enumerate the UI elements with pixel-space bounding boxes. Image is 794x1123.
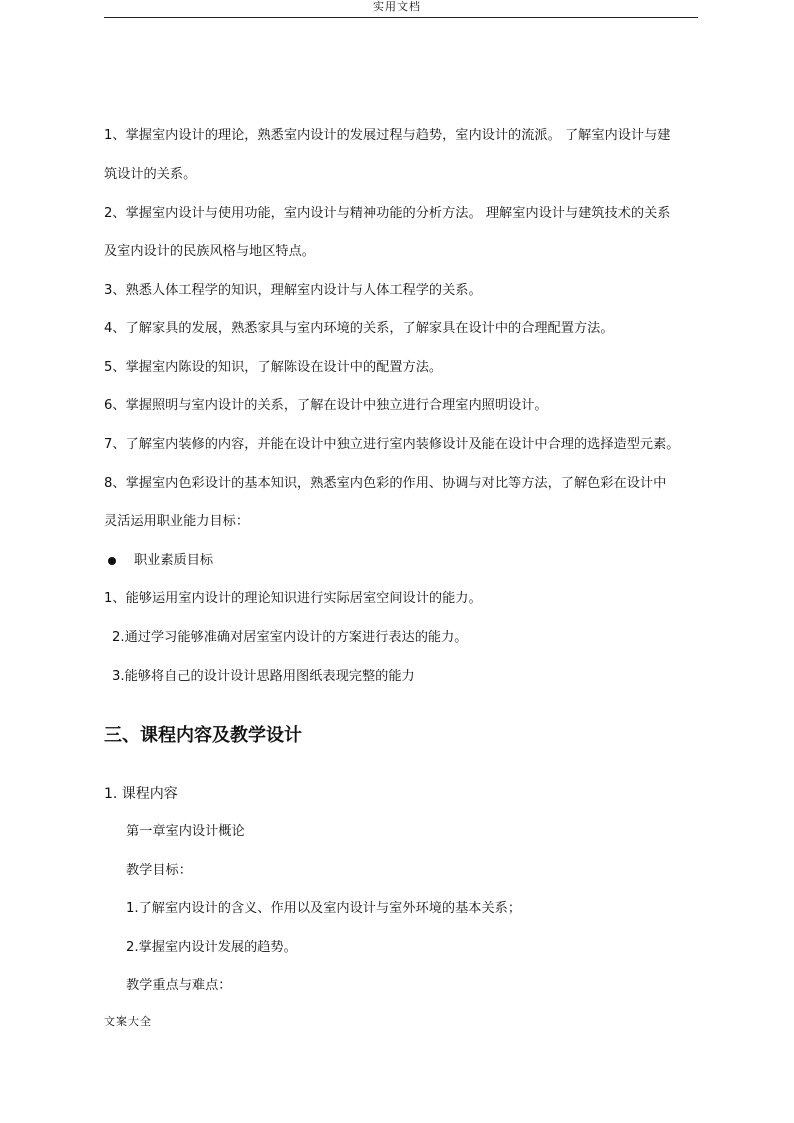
objective-line: 8、掌握室内色彩设计的基本知识，熟悉室内色彩的作用、协调与对比等方法，了解色彩在设计中 [104, 476, 667, 491]
goal-item: 2.掌握室内设计发展的趋势。 [126, 940, 297, 955]
header-text: 实用文档 [373, 0, 421, 13]
header-divider [104, 17, 698, 18]
objective-line: 7、了解室内装修的内容，并能在设计中独立进行室内装修设计及能在设计中合理的选择造型元素。 [104, 437, 680, 452]
goals-label: 教学目标： [126, 863, 192, 878]
objective-line: 灵活运用职业能力目标： [104, 514, 250, 529]
objective-line: 3、熟悉人体工程学的知识，理解室内设计与人体工程学的关系。 [104, 283, 482, 298]
footer-text: 文案大全 [104, 1015, 152, 1028]
objective-line: 1、掌握室内设计的理论，熟悉室内设计的发展过程与趋势，室内设计的流派。 了解室内设计与建 [104, 128, 671, 143]
objective-line: 筑设计的关系。 [104, 167, 197, 182]
objective-line: 4、了解家具的发展，熟悉家具与室内环境的关系，了解家具在设计中的合理配置方法。 [104, 321, 614, 336]
quality-line: 2.通过学习能够准确对居室室内设计的方案进行表达的能力。 [112, 630, 468, 645]
quality-line: 1、能够运用室内设计的理论知识进行实际居室空间设计的能力。 [104, 591, 482, 606]
section-subtitle: 1. 课程内容 [104, 786, 178, 802]
objective-line: 5、掌握室内陈设的知识，了解陈设在设计中的配置方法。 [104, 360, 443, 375]
section-title: 三、课程内容及教学设计 [104, 725, 302, 746]
chapter-title: 第一章室内设计概论 [126, 824, 245, 839]
goal-item: 1.了解室内设计的含义、作用以及室内设计与室外环境的基本关系； [126, 901, 522, 916]
bullet-icon [108, 557, 116, 565]
key-points-label: 教学重点与难点： [126, 978, 232, 993]
quality-line: 3.能够将自己的设计设计思路用图纸表现完整的能力 [112, 669, 415, 684]
page-header [0, 0, 794, 20]
objective-line: 2、掌握室内设计与使用功能，室内设计与精神功能的分析方法。 理解室内设计与建筑技术的关系 [104, 206, 671, 221]
objective-line: 6、掌握照明与室内设计的关系，了解在设计中独立进行合理室内照明设计。 [104, 398, 548, 413]
objective-line: 及室内设计的民族风格与地区特点。 [104, 244, 315, 259]
bullet-heading: 职业素质目标 [134, 553, 214, 568]
